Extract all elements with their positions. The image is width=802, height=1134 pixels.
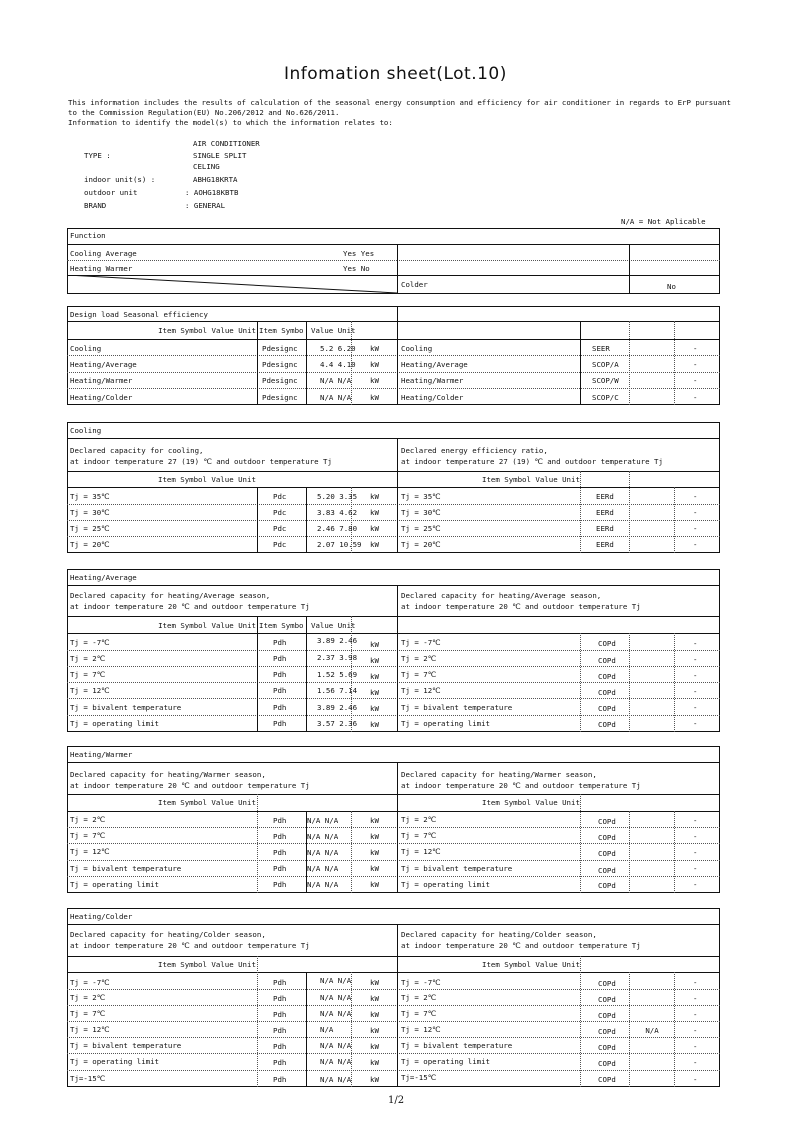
design-colhead: Item Symbol Value Unit xyxy=(158,326,256,335)
type-value-2: SINGLE SPLIT xyxy=(193,151,247,160)
row-right-value: - xyxy=(693,639,698,648)
ha-left-desc-2: at indoor temperature 20 ℃ and outdoor temperature Tj xyxy=(70,602,310,611)
row-symbol: Pdc xyxy=(273,492,287,501)
hc-left-desc-1: Declared capacity for heating/Colder season, xyxy=(70,930,266,939)
design-colhead-value: Value Unit xyxy=(311,326,356,335)
row-right-item: Tj = 2℃ xyxy=(401,815,436,824)
row-item: Tj = -7℃ xyxy=(70,638,110,647)
row-unit: kW xyxy=(370,672,379,681)
row-item: Tj = 35℃ xyxy=(70,492,110,501)
row-item: Tj = 30℃ xyxy=(70,508,110,517)
row-right-value: - xyxy=(693,540,698,549)
hw-colhead-left: Item Symbol Value Unit xyxy=(158,798,256,807)
hc-right-desc-1: Declared capacity for heating/Colder season, xyxy=(401,930,597,939)
heating-warmer-header: Heating/Warmer xyxy=(70,750,133,759)
row-value: N/A N/A xyxy=(320,1009,352,1018)
row-right-value: - xyxy=(693,508,698,517)
row-value: N/A N/A xyxy=(320,1057,352,1066)
row-right-value: - xyxy=(693,393,698,402)
ha-right-desc-2: at indoor temperature 20 ℃ and outdoor temperature Tj xyxy=(401,602,641,611)
cooling-left-desc-2: at indoor temperature 27 (19) ℃ and outdoor temperature Tj xyxy=(70,457,332,466)
row-right-item: Tj = 12℃ xyxy=(401,686,441,695)
row-value: N/A N/A xyxy=(307,880,339,889)
row-right-value: - xyxy=(693,671,698,680)
row-right-value: - xyxy=(693,376,698,385)
row-value: N/A N/A xyxy=(320,1041,352,1050)
row-right-value: - xyxy=(693,344,698,353)
row-value: 3.89 2.46 xyxy=(317,636,358,645)
row-unit: kW xyxy=(370,832,379,841)
row-right-item: Heating/Warmer xyxy=(401,376,464,385)
row-right-item: Tj = 7℃ xyxy=(401,1009,436,1018)
row-unit: kW xyxy=(370,656,379,665)
cooling-colhead-left: Item Symbol Value Unit xyxy=(158,475,256,484)
row-item: Tj = 12℃ xyxy=(70,847,110,856)
row-value: 1.52 5.69 xyxy=(317,670,358,679)
row-symbol: Pdesignc xyxy=(262,393,298,402)
row-symbol: Pdesignc xyxy=(262,376,298,385)
row-value: N/A xyxy=(320,1025,334,1034)
brand-value: : GENERAL xyxy=(185,201,226,210)
row-item: Tj = 12℃ xyxy=(70,686,110,695)
cooling-right-desc-1: Declared energy efficiency ratio, xyxy=(401,446,548,455)
row-value: 3.89 2.46 xyxy=(317,703,358,712)
row-right-symbol: COPd xyxy=(598,849,616,858)
row-right-value: - xyxy=(693,524,698,533)
row-right-value: - xyxy=(693,1075,698,1084)
page-number: 1/2 xyxy=(388,1095,405,1106)
row-unit: kW xyxy=(370,704,379,713)
row-right-symbol: COPd xyxy=(598,688,616,697)
row-right-value: - xyxy=(693,994,698,1003)
row-right-symbol: COPd xyxy=(598,817,616,826)
row-right-item: Cooling xyxy=(401,344,433,353)
row-right-symbol: COPd xyxy=(598,1059,616,1068)
row-right-symbol: COPd xyxy=(598,866,616,875)
row-symbol: Pdh xyxy=(273,703,287,712)
row-right-item: Tj = -7℃ xyxy=(401,638,441,647)
row-right-item: Tj = 7℃ xyxy=(401,831,436,840)
row-symbol: Pdh xyxy=(273,1058,287,1067)
row-symbol: Pdesignc xyxy=(262,344,298,353)
row-item: Tj = operating limit xyxy=(70,1057,159,1066)
row-right-item: Tj=-15℃ xyxy=(401,1073,436,1082)
row-unit: kW xyxy=(370,816,379,825)
page-title: Infomation sheet(Lot.10) xyxy=(284,64,507,84)
ha-colhead-left: Item Symbol Value Unit xyxy=(158,621,256,630)
row-unit: kW xyxy=(370,492,379,501)
row-right-item: Heating/Colder xyxy=(401,393,464,402)
row-symbol: Pdh xyxy=(273,880,287,889)
function-row-value: Yes Yes xyxy=(343,249,375,258)
row-right-item: Tj = 20℃ xyxy=(401,540,441,549)
row-symbol: Pdh xyxy=(273,719,287,728)
row-right-item: Heating/Average xyxy=(401,360,468,369)
row-unit: kW xyxy=(370,880,379,889)
row-right-symbol: COPd xyxy=(598,833,616,842)
intro-line-2: to the Commission Regulation(EU) No.206/2012 and No.626/2011. xyxy=(68,108,340,117)
row-right-symbol: COPd xyxy=(598,979,616,988)
na-note: N/A = Not Aplicable xyxy=(621,217,706,226)
row-symbol: Pdh xyxy=(273,1026,287,1035)
row-right-item: Tj = operating limit xyxy=(401,880,490,889)
row-unit: kW xyxy=(370,994,379,1003)
row-item: Tj = operating limit xyxy=(70,719,159,728)
row-right-value: - xyxy=(693,1058,698,1067)
cooling-left-desc-1: Declared capacity for cooling, xyxy=(70,446,204,455)
row-right-item: Tj = 30℃ xyxy=(401,508,441,517)
row-item: Tj = 2℃ xyxy=(70,993,105,1002)
row-value: N/A N/A xyxy=(320,376,352,385)
function-row-label: Heating Warmer xyxy=(70,264,133,273)
row-value: N/A N/A xyxy=(307,848,339,857)
row-right-symbol: EERd xyxy=(596,492,614,501)
row-right-value: - xyxy=(693,492,698,501)
row-value: 5.20 3.35 xyxy=(317,492,358,501)
row-right-symbol: EERd xyxy=(596,540,614,549)
row-unit: kW xyxy=(370,524,379,533)
brand-label: BRAND xyxy=(84,201,107,210)
row-right-value: - xyxy=(693,978,698,987)
row-unit: kW xyxy=(370,720,379,729)
outdoor-value: : AOHG18KBTB xyxy=(185,188,239,197)
row-symbol: Pdh xyxy=(273,864,287,873)
row-unit: kW xyxy=(370,360,379,369)
row-right-value: - xyxy=(693,1026,698,1035)
row-right-item: Tj = 2℃ xyxy=(401,993,436,1002)
row-symbol: Pdh xyxy=(273,670,287,679)
row-symbol: Pdh xyxy=(273,832,287,841)
row-right-item: Tj = operating limit xyxy=(401,719,490,728)
hw-right-desc-1: Declared capacity for heating/Warmer season, xyxy=(401,770,597,779)
type-value-1: AIR CONDITIONER xyxy=(193,139,260,148)
row-right-value: - xyxy=(693,655,698,664)
row-value: 5.2 6.20 xyxy=(320,344,356,353)
row-right-symbol: SCOP/W xyxy=(592,376,619,385)
hw-colhead-right: Item Symbol Value Unit xyxy=(482,798,580,807)
row-item: Heating/Warmer xyxy=(70,376,133,385)
type-label: TYPE : xyxy=(84,151,111,160)
row-right-item: Tj = operating limit xyxy=(401,1057,490,1066)
row-unit: kW xyxy=(370,1058,379,1067)
row-right-item: Tj = 35℃ xyxy=(401,492,441,501)
hc-left-desc-2: at indoor temperature 20 ℃ and outdoor temperature Tj xyxy=(70,941,310,950)
row-unit: kW xyxy=(370,508,379,517)
row-item: Heating/Average xyxy=(70,360,137,369)
row-item: Heating/Colder xyxy=(70,393,133,402)
row-right-value: - xyxy=(693,703,698,712)
row-right-item: Tj = bivalent temperature xyxy=(401,1041,513,1050)
row-unit: kW xyxy=(370,1026,379,1035)
row-unit: kW xyxy=(370,864,379,873)
row-right-symbol: COPd xyxy=(598,1027,616,1036)
type-value-3: CELING xyxy=(193,162,220,171)
row-right-symbol: COPd xyxy=(598,1075,616,1084)
colder-label: Colder xyxy=(401,280,428,289)
row-right-symbol: COPd xyxy=(598,995,616,1004)
outdoor-label: outdoor unit xyxy=(84,188,138,197)
row-unit: kW xyxy=(370,540,379,549)
row-right-value: - xyxy=(693,1010,698,1019)
row-right-item: Tj = 25℃ xyxy=(401,524,441,533)
row-symbol: Pdesignc xyxy=(262,360,298,369)
row-value: 2.07 10.59 xyxy=(317,540,362,549)
row-right-mid: N/A xyxy=(645,1026,659,1035)
function-row-label: Cooling Average xyxy=(70,249,137,258)
row-right-symbol: COPd xyxy=(598,656,616,665)
row-symbol: Pdh xyxy=(273,994,287,1003)
row-symbol: Pdh xyxy=(273,654,287,663)
row-right-value: - xyxy=(693,360,698,369)
row-symbol: Pdh xyxy=(273,978,287,987)
hw-right-desc-2: at indoor temperature 20 ℃ and outdoor temperature Tj xyxy=(401,781,641,790)
row-right-symbol: COPd xyxy=(598,672,616,681)
hw-left-desc-1: Declared capacity for heating/Warmer season, xyxy=(70,770,266,779)
row-value: N/A N/A xyxy=(320,993,352,1002)
row-item: Cooling xyxy=(70,344,102,353)
row-item: Tj = 2℃ xyxy=(70,815,105,824)
row-unit: kW xyxy=(370,393,379,402)
ha-right-desc-1: Declared capacity for heating/Average season, xyxy=(401,591,602,600)
row-symbol: Pdc xyxy=(273,524,287,533)
row-unit: kW xyxy=(370,1042,379,1051)
row-right-item: Tj = -7℃ xyxy=(401,978,441,987)
heating-colder-header: Heating/Colder xyxy=(70,912,133,921)
row-symbol: Pdh xyxy=(273,1075,287,1084)
hc-colhead-left: Item Symbol Value Unit xyxy=(158,960,256,969)
row-value: N/A N/A xyxy=(307,816,339,825)
function-header: Function xyxy=(70,231,106,240)
row-right-value: - xyxy=(693,880,698,889)
row-value: N/A N/A xyxy=(320,1075,352,1084)
row-symbol: Pdh xyxy=(273,848,287,857)
design-header: Design load Seasonal efficiency xyxy=(70,310,208,319)
row-right-symbol: COPd xyxy=(598,704,616,713)
row-right-item: Tj = 12℃ xyxy=(401,1025,441,1034)
hc-colhead-right: Item Symbol Value Unit xyxy=(482,960,580,969)
cooling-header: Cooling xyxy=(70,426,102,435)
indoor-label: indoor unit(s) : xyxy=(84,175,156,184)
row-item: Tj = 2℃ xyxy=(70,654,105,663)
row-symbol: Pdh xyxy=(273,638,287,647)
row-item: Tj = bivalent temperature xyxy=(70,1041,182,1050)
heating-average-header: Heating/Average xyxy=(70,573,137,582)
row-value: 3.57 2.36 xyxy=(317,719,358,728)
row-item: Tj = 7℃ xyxy=(70,1009,105,1018)
row-right-symbol: EERd xyxy=(596,524,614,533)
row-right-value: - xyxy=(693,719,698,728)
row-unit: kW xyxy=(370,688,379,697)
indoor-value: ABHG18KRTA xyxy=(193,175,238,184)
row-item: Tj = 7℃ xyxy=(70,831,105,840)
row-value: 1.56 7.14 xyxy=(317,686,358,695)
colder-value: No xyxy=(667,282,676,291)
cooling-colhead-right: Item Symbol Value Unit xyxy=(482,475,580,484)
row-unit: kW xyxy=(370,1010,379,1019)
row-value: N/A N/A xyxy=(320,976,352,985)
function-row-value: Yes No xyxy=(343,264,370,273)
row-unit: kW xyxy=(370,344,379,353)
row-value: 2.46 7.80 xyxy=(317,524,358,533)
design-colhead-symbol: Item Symbo xyxy=(259,326,304,335)
row-symbol: Pdc xyxy=(273,508,287,517)
row-right-value: - xyxy=(693,687,698,696)
row-item: Tj = bivalent temperature xyxy=(70,703,182,712)
row-unit: kW xyxy=(370,376,379,385)
row-item: Tj = 7℃ xyxy=(70,670,105,679)
row-right-item: Tj = 7℃ xyxy=(401,670,436,679)
row-item: Tj = 12℃ xyxy=(70,1025,110,1034)
ha-colhead-value: Value Unit xyxy=(311,621,356,630)
row-item: Tj = -7℃ xyxy=(70,978,110,987)
row-item: Tj = 20℃ xyxy=(70,540,110,549)
row-value: N/A N/A xyxy=(320,393,352,402)
ha-left-desc-1: Declared capacity for heating/Average season, xyxy=(70,591,271,600)
row-unit: kW xyxy=(370,1075,379,1084)
row-right-value: - xyxy=(693,848,698,857)
row-right-value: - xyxy=(693,864,698,873)
row-right-symbol: SCOP/C xyxy=(592,393,619,402)
row-unit: kW xyxy=(370,640,379,649)
row-symbol: Pdc xyxy=(273,540,287,549)
intro-line-3: Information to identify the model(s) to which the information relates to: xyxy=(68,118,393,127)
row-right-symbol: SCOP/A xyxy=(592,360,619,369)
row-right-value: - xyxy=(693,1042,698,1051)
row-item: Tj=-15℃ xyxy=(70,1074,105,1083)
hc-right-desc-2: at indoor temperature 20 ℃ and outdoor temperature Tj xyxy=(401,941,641,950)
row-right-symbol: COPd xyxy=(598,1011,616,1020)
row-right-symbol: COPd xyxy=(598,881,616,890)
row-right-symbol: EERd xyxy=(596,508,614,517)
row-right-symbol: SEER xyxy=(592,344,610,353)
cooling-right-desc-2: at indoor temperature 27 (19) ℃ and outdoor temperature Tj xyxy=(401,457,663,466)
row-right-symbol: COPd xyxy=(598,1043,616,1052)
row-symbol: Pdh xyxy=(273,686,287,695)
row-item: Tj = operating limit xyxy=(70,880,159,889)
row-item: Tj = 25℃ xyxy=(70,524,110,533)
row-right-value: - xyxy=(693,816,698,825)
row-value: N/A N/A xyxy=(307,864,339,873)
ha-colhead-symbol: Item Symbo xyxy=(259,621,304,630)
row-right-item: Tj = bivalent temperature xyxy=(401,864,513,873)
intro-line-1: This information includes the results of calculation of the seasonal energy consumption and efficiency for air conditioner in regards to ErP pursuant xyxy=(68,98,731,107)
row-right-item: Tj = bivalent temperature xyxy=(401,703,513,712)
row-symbol: Pdh xyxy=(273,816,287,825)
row-value: 3.83 4.62 xyxy=(317,508,358,517)
hw-left-desc-2: at indoor temperature 20 ℃ and outdoor temperature Tj xyxy=(70,781,310,790)
row-right-symbol: COPd xyxy=(598,639,616,648)
row-right-item: Tj = 2℃ xyxy=(401,654,436,663)
row-right-item: Tj = 12℃ xyxy=(401,847,441,856)
row-unit: kW xyxy=(370,848,379,857)
row-unit: kW xyxy=(370,978,379,987)
row-right-symbol: COPd xyxy=(598,720,616,729)
row-value: N/A N/A xyxy=(307,832,339,841)
row-value: 4.4 4.10 xyxy=(320,360,356,369)
row-value: 2.37 3.98 xyxy=(317,653,358,662)
row-symbol: Pdh xyxy=(273,1042,287,1051)
row-symbol: Pdh xyxy=(273,1010,287,1019)
row-right-value: - xyxy=(693,832,698,841)
row-item: Tj = bivalent temperature xyxy=(70,864,182,873)
